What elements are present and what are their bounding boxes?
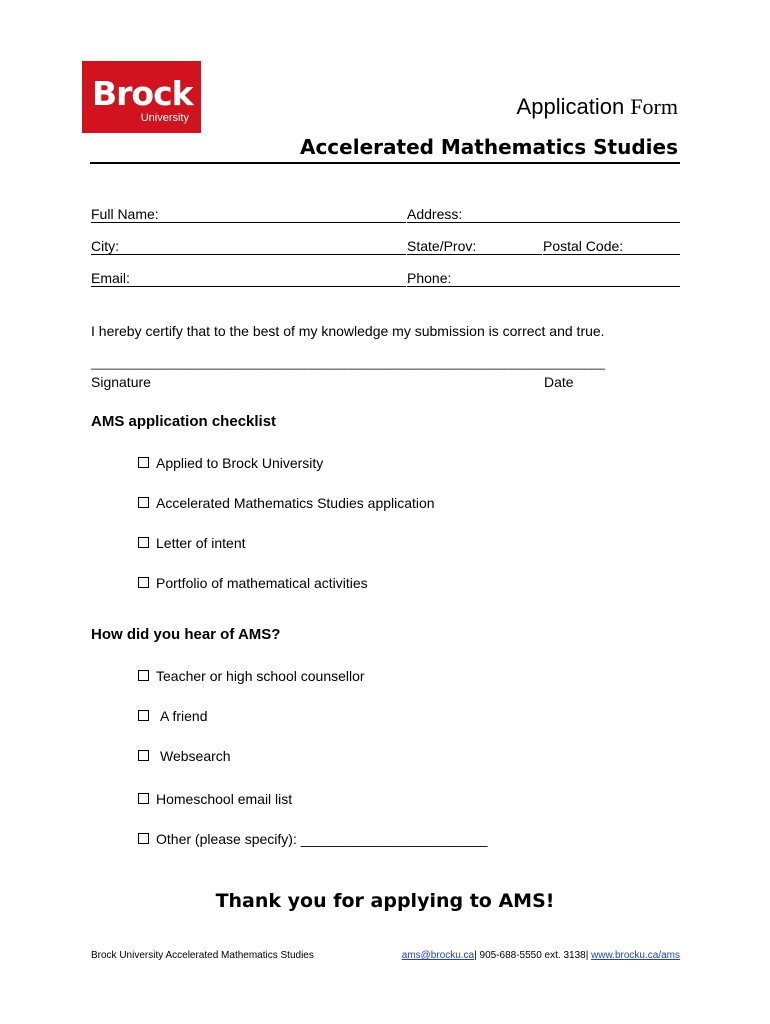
logo-subtitle: University bbox=[140, 112, 189, 124]
footer-contact bbox=[402, 950, 680, 961]
checklist-item[interactable]: Applied to Brock University bbox=[138, 455, 323, 471]
footer-website-link[interactable]: www.brocku.ca/ams bbox=[591, 950, 680, 961]
form-title-part2: Form bbox=[630, 94, 678, 119]
survey-option[interactable]: A friend bbox=[138, 708, 207, 724]
checkbox-icon[interactable] bbox=[138, 537, 149, 548]
checklist-item[interactable]: Letter of intent bbox=[138, 535, 246, 551]
state-prov-label: State/Prov: bbox=[407, 238, 477, 254]
footer-phone: | 905-688-5550 ext. 3138| bbox=[474, 950, 589, 961]
checklist-heading: AMS application checklist bbox=[91, 413, 277, 430]
city-label: City: bbox=[91, 238, 119, 254]
checkbox-icon[interactable] bbox=[138, 670, 149, 681]
checkbox-icon[interactable] bbox=[138, 497, 149, 508]
program-title: Accelerated Mathematics Studies bbox=[299, 135, 678, 159]
phone-line[interactable] bbox=[407, 286, 680, 287]
full-name-label: Full Name: bbox=[91, 206, 159, 222]
footer-organization: Brock University Accelerated Mathematics Studies bbox=[91, 950, 314, 961]
city-line[interactable] bbox=[91, 254, 406, 255]
checklist-item[interactable]: Portfolio of mathematical activities bbox=[138, 575, 368, 591]
thank-you-message: Thank you for applying to AMS! bbox=[215, 890, 555, 912]
survey-option[interactable]: Homeschool email list bbox=[138, 791, 292, 807]
postal-code-line[interactable] bbox=[543, 254, 680, 255]
signature-label: Signature bbox=[91, 374, 151, 390]
title-divider bbox=[90, 162, 680, 164]
phone-label: Phone: bbox=[407, 270, 452, 286]
checkbox-icon[interactable] bbox=[138, 750, 149, 761]
survey-option[interactable]: Other (please specify): ________________________ bbox=[138, 831, 488, 847]
address-label: Address: bbox=[407, 206, 463, 222]
full-name-line[interactable] bbox=[91, 222, 406, 223]
brock-logo bbox=[82, 61, 201, 133]
certification-statement: I hereby certify that to the best of my knowledge my submission is correct and true. bbox=[91, 323, 605, 339]
email-label: Email: bbox=[91, 270, 130, 286]
form-title-part1: Application bbox=[516, 94, 625, 119]
date-label: Date bbox=[544, 374, 574, 390]
postal-code-label: Postal Code: bbox=[543, 238, 624, 254]
checkbox-icon[interactable] bbox=[138, 833, 149, 844]
checkbox-icon[interactable] bbox=[138, 793, 149, 804]
survey-heading: How did you hear of AMS? bbox=[91, 626, 281, 643]
survey-option[interactable]: Teacher or high school counsellor bbox=[138, 668, 365, 684]
checkbox-icon[interactable] bbox=[138, 577, 149, 588]
survey-option[interactable]: Websearch bbox=[138, 748, 231, 764]
checklist-item[interactable]: Accelerated Mathematics Studies application bbox=[138, 495, 435, 511]
footer-email-link[interactable]: ams@brocku.ca bbox=[401, 950, 475, 961]
address-line[interactable] bbox=[407, 222, 680, 223]
logo-brand-text: Brock bbox=[92, 74, 193, 113]
checkbox-icon[interactable] bbox=[138, 710, 149, 721]
signature-line[interactable]: _____________________________________________________________________________ bbox=[91, 356, 605, 370]
email-line[interactable] bbox=[91, 286, 406, 287]
checkbox-icon[interactable] bbox=[138, 457, 149, 468]
state-prov-line[interactable] bbox=[407, 254, 542, 255]
form-title bbox=[517, 94, 678, 120]
